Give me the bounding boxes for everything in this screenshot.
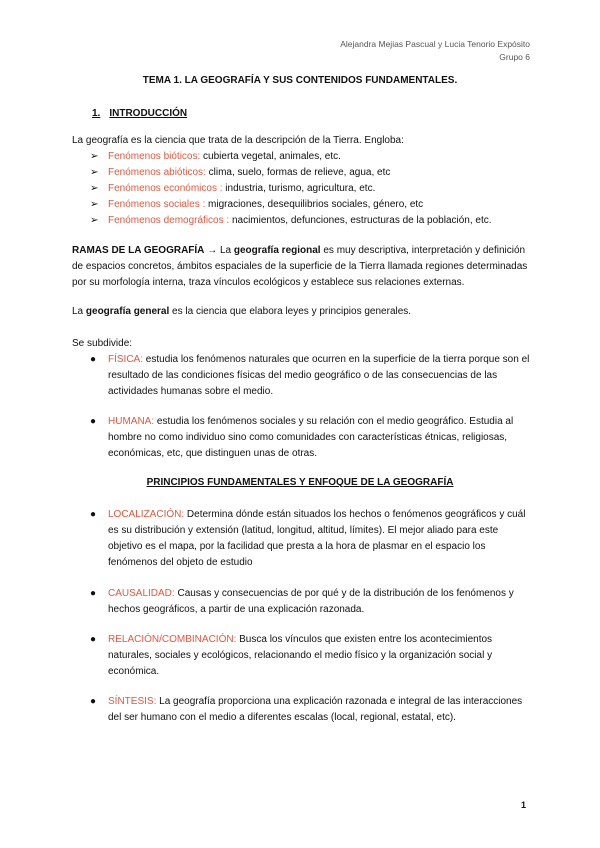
list-item-term: Fenómenos abióticos: (108, 167, 206, 178)
bullet-icon: ● (90, 696, 97, 707)
subdivision-item-humana (90, 414, 530, 462)
item-term: CAUSALIDAD: (108, 588, 175, 599)
ramas-rest: es muy descriptiva, interpretación y definición de espacios concretos, ámbitos espaciales de la superficie de la Tierra llamada regiones determinadas por su morfología interna, traza vínculos ecológicos y establece sus relaciones externas. (72, 245, 528, 288)
section-label: INTRODUCCIÓN (109, 108, 188, 119)
general-rest: es la ciencia que elabora leyes y principios generales. (169, 306, 412, 317)
list-item (90, 197, 530, 213)
subdivision-item-fisica (90, 352, 530, 400)
subdivide-label: Se subdivide: (72, 338, 133, 349)
ramas-bold: geografía regional (233, 245, 321, 256)
item-term: LOCALIZACIÓN: (108, 509, 185, 520)
ramas-lead: RAMAS DE LA GEOGRAFÍA (72, 245, 205, 256)
bullet-icon: ● (90, 588, 97, 599)
arrow-bullet-icon: ➢ (90, 167, 99, 178)
list-item-term: Fenómenos sociales : (108, 199, 206, 210)
bullet-icon: ● (90, 509, 97, 520)
section-heading-introduccion (92, 108, 187, 119)
item-term: FÍSICA: (108, 354, 144, 365)
list-item (90, 149, 530, 165)
ramas-paragraph (72, 243, 532, 291)
item-term: RELACIÓN/COMBINACIÓN: (108, 634, 237, 645)
principle-item-localizacion (90, 507, 530, 571)
bullet-icon: ● (90, 416, 97, 427)
list-item (90, 213, 530, 229)
item-term: HUMANA: (108, 416, 155, 427)
arrow-bullet-icon: ➢ (90, 183, 99, 194)
section-number: 1. (92, 108, 101, 119)
item-desc: estudia los fenómenos naturales que ocurren en la superficie de la tierra porque son el resultado de las condiciones físicas del medio geográfico o de las consecuencias de las actividades humanas sobre el medio. (108, 354, 530, 397)
bullet-icon: ● (90, 634, 97, 645)
item-desc: Causas y consecuencias de por qué y de la distribución de los fenómenos y hechos geográficos, a partir de una explicación razonada. (108, 588, 514, 615)
list-item-desc: nacimientos, defunciones, estructuras de la población, etc. (229, 215, 492, 226)
ramas-pre: La (219, 245, 234, 256)
principle-item-relacion (90, 632, 530, 680)
principle-item-sintesis (90, 694, 530, 726)
principle-item-causalidad (90, 586, 530, 618)
page-number: 1 (520, 800, 526, 810)
general-pre: La (72, 306, 86, 317)
list-item-desc: industria, turismo, agricultura, etc. (222, 183, 376, 194)
item-desc: Busca los vínculos que existen entre los acontecimientos naturales, sociales y ecológicos, relacionando el medio físico y la organización social y económica. (108, 634, 493, 677)
document-title: TEMA 1. LA GEOGRAFÍA Y SUS CONTENIDOS FUNDAMENTALES. (142, 75, 458, 86)
item-term: SÍNTESIS: (108, 696, 157, 707)
list-item-desc: cubierta vegetal, animales, etc. (200, 151, 341, 162)
bullet-icon: ● (90, 354, 97, 365)
general-paragraph (72, 304, 532, 320)
list-item (90, 165, 530, 181)
ramas-arrow: → (204, 245, 220, 256)
item-desc: La geografía proporciona una explicación razonada e integral de las interacciones del ser humano con el medio a diferentes escalas (local, regional, estatal, etc). (108, 696, 523, 723)
header-group: Grupo 6 (499, 52, 530, 62)
arrow-bullet-icon: ➢ (90, 215, 99, 226)
item-desc: estudia los fenómenos sociales y su relación con el medio geográfico. Estudia al hombre no como individuo sino como comunidades con características étnicas, religiosas, económicas, etc, que distinguen unas de otras. (108, 416, 514, 459)
list-item-term: Fenómenos económicos : (108, 183, 223, 194)
list-item-desc: clima, suelo, formas de relieve, agua, etc (205, 167, 391, 178)
list-item-term: Fenómenos bióticos: (108, 151, 201, 162)
list-item-desc: migraciones, desequilibrios sociales, género, etc (205, 199, 424, 210)
general-bold: geografía general (85, 306, 170, 317)
intro-paragraph: La geografía es la ciencia que trata de la descripción de la Tierra. Engloba: (72, 135, 404, 146)
arrow-bullet-icon: ➢ (90, 151, 99, 162)
list-item (90, 181, 530, 197)
principles-heading: PRINCIPIOS FUNDAMENTALES Y ENFOQUE DE LA GEOGRAFÍA (146, 477, 454, 488)
header-authors: Alejandra Mejias Pascual y Lucia Tenorio Expósito (340, 39, 530, 49)
phenomena-list (90, 149, 530, 229)
item-desc: Determina dónde están situados los hechos o fenómenos geográficos y cuál es su distribución y extensión (latitud, longitud, altitud, límites). El mejor aliado para este objetivo es el mapa, por la facilidad que presta a la hora de plasmar en el espacio los fenómenos del objeto de estudio (108, 509, 526, 568)
list-item-term: Fenómenos demográficos : (108, 215, 230, 226)
arrow-bullet-icon: ➢ (90, 199, 99, 210)
page-header (340, 38, 530, 64)
